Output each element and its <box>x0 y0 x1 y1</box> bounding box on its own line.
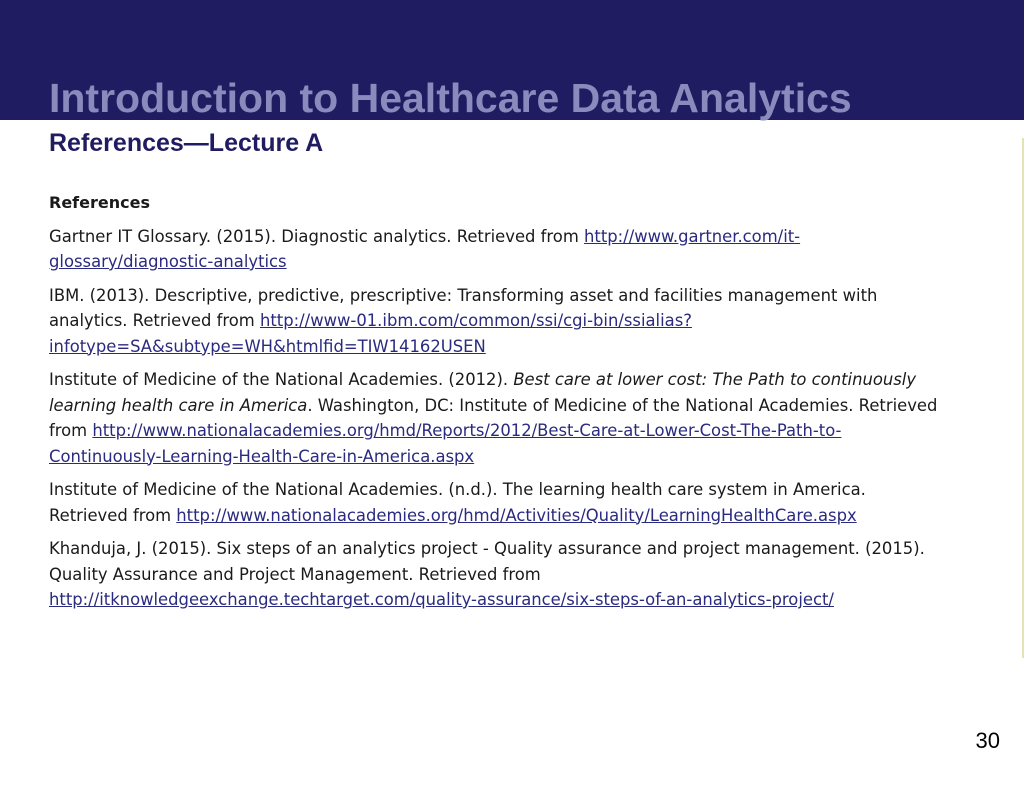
reference-italic-title: Best care at lower cost: The Path to continuously learning health care in America <box>49 370 917 415</box>
slide-subtitle: References—Lecture A <box>49 129 324 157</box>
reference-link-iom-nd[interactable]: http://www.nationalacademies.org/hmd/Activities/Quality/LearningHealthCare.aspx <box>176 505 857 525</box>
references-content <box>49 190 949 621</box>
reference-link-ibm[interactable]: http://www-01.ibm.com/common/ssi/cgi-bin/ssialias?infotype=SA&subtype=WH&htmlfid=TIW14162USEN <box>49 311 692 356</box>
slide-title: Introduction to Healthcare Data Analytics <box>49 75 852 121</box>
reference-link-gartner[interactable]: http://www.gartner.com/it-glossary/diagnostic-analytics <box>49 226 801 271</box>
reference-gartner <box>49 224 949 275</box>
page-number: 30 <box>975 728 1000 753</box>
reference-text: IBM. (2013). Descriptive, predictive, prescriptive: Transforming asset and facilities management with analytics. Retrieved from <box>49 285 878 330</box>
reference-iom-2012 <box>49 367 949 469</box>
reference-text: Gartner IT Glossary. (2015). Diagnostic analytics. Retrieved from <box>49 226 584 246</box>
references-heading: References <box>49 193 150 212</box>
reference-khanduja <box>49 536 949 613</box>
reference-link-khanduja[interactable]: http://itknowledgeexchange.techtarget.com/quality-assurance/six-steps-of-an-analytics-project/ <box>49 590 834 609</box>
reference-link-iom-2012[interactable]: http://www.nationalacademies.org/hmd/Reports/2012/Best-Care-at-Lower-Cost-The-Path-to-Continuously-Learning-Health-Care-in-America.aspx <box>49 421 842 466</box>
reference-text: Institute of Medicine of the National Academies. (n.d.). The learning health care system in America. Retrieved from <box>49 480 866 525</box>
reference-text: . Washington, DC: Institute of Medicine of the National Academies. Retrieved from <box>49 395 938 440</box>
reference-text: Institute of Medicine of the National Academies. (2012). <box>49 370 514 389</box>
reference-ibm <box>49 283 949 360</box>
reference-iom-nd <box>49 477 949 528</box>
reference-text: Khanduja, J. (2015). Six steps of an analytics project - Quality assurance and project management. (2015). Quality Assurance and Project Management. Retrieved from <box>49 539 925 584</box>
